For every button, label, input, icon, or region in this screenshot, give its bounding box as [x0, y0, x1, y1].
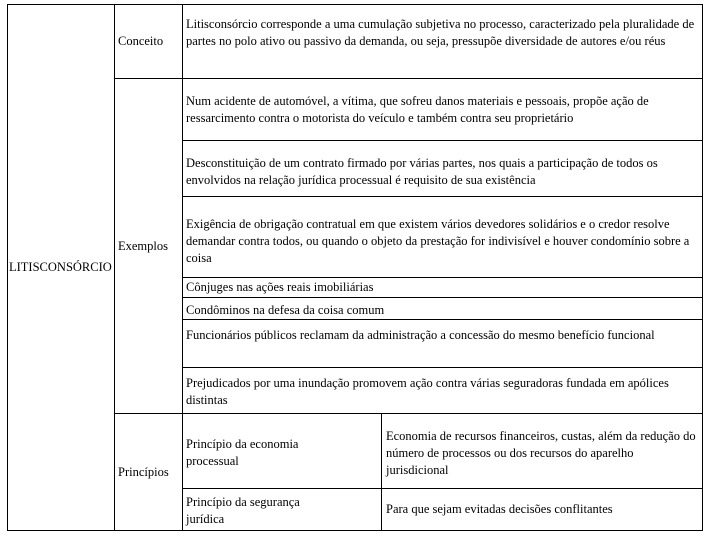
- row-divider: [182, 277, 703, 278]
- conceito-label-cell: [118, 5, 180, 78]
- column-divider-principles: [381, 413, 382, 531]
- table-border-right: [702, 4, 703, 531]
- table-border-left: [7, 4, 8, 531]
- example-item: Funcionários públicos reclamam da administração a concessão do mesmo benefício funcional: [186, 328, 655, 342]
- conceito-label: Conceito: [118, 34, 164, 48]
- root-label: LITISCONSÓRCIO: [9, 259, 112, 274]
- example-item: Prejudicados por uma inundação promovem ação contra várias seguradoras fundada em apólices distintas: [186, 376, 669, 407]
- row-divider: [182, 140, 703, 141]
- principle-description-cell: [386, 489, 698, 530]
- principle-description: Para que sejam evitadas decisões conflitantes: [386, 502, 613, 516]
- example-item: Desconstituição de um contrato firmado por várias partes, nos quais a participação de todos os envolvidos na relação jurídica processual é requisito de sua existência: [186, 156, 658, 187]
- principios-label-cell: [118, 414, 180, 530]
- example-item: Cônjuges nas ações reais imobiliárias: [186, 280, 374, 294]
- principle-name: Princípio da segurança jurídica: [186, 495, 300, 526]
- principle-description: Economia de recursos financeiros, custas, além da redução do número de processos ou dos recursos do aparelho jurisdicional: [386, 429, 696, 477]
- row-divider-conceito: [114, 78, 703, 79]
- row-divider: [182, 196, 703, 197]
- row-divider: [182, 367, 703, 368]
- row-divider-exemplos: [114, 413, 703, 414]
- example-item: Num acidente de automóvel, a vítima, que sofreu danos materiais e pessoais, propõe ação de ressarcimento contra o motorista do veículo e também contra seu proprietário: [186, 94, 649, 125]
- column-divider-1: [114, 4, 115, 531]
- example-item: Exigência de obrigação contratual em que existem vários devedores solidários e o credor resolve demandar contra todos, ou quando o objeto da prestação for indivisível e houver condomínio sobre a coisa: [186, 217, 690, 265]
- conceito-text: Litisconsórcio corresponde a uma cumulação subjetiva no processo, caracterizado pela pluralidade de partes no polo ativo ou passivo da demanda, ou seja, pressupõe diversidade de autores e/ou réus: [186, 17, 695, 48]
- example-item: Condôminos na defesa da coisa comum: [186, 303, 385, 317]
- row-divider: [182, 297, 703, 298]
- principle-name: Princípio da economia processual: [186, 437, 299, 468]
- table-border-bottom: [7, 530, 703, 531]
- exemplos-label-cell: [118, 79, 180, 413]
- row-divider: [182, 319, 703, 320]
- column-divider-2: [182, 4, 183, 531]
- exemplos-label: Exemplos: [118, 238, 168, 253]
- principios-label: Princípios: [118, 464, 169, 479]
- root-label-cell: [9, 4, 113, 530]
